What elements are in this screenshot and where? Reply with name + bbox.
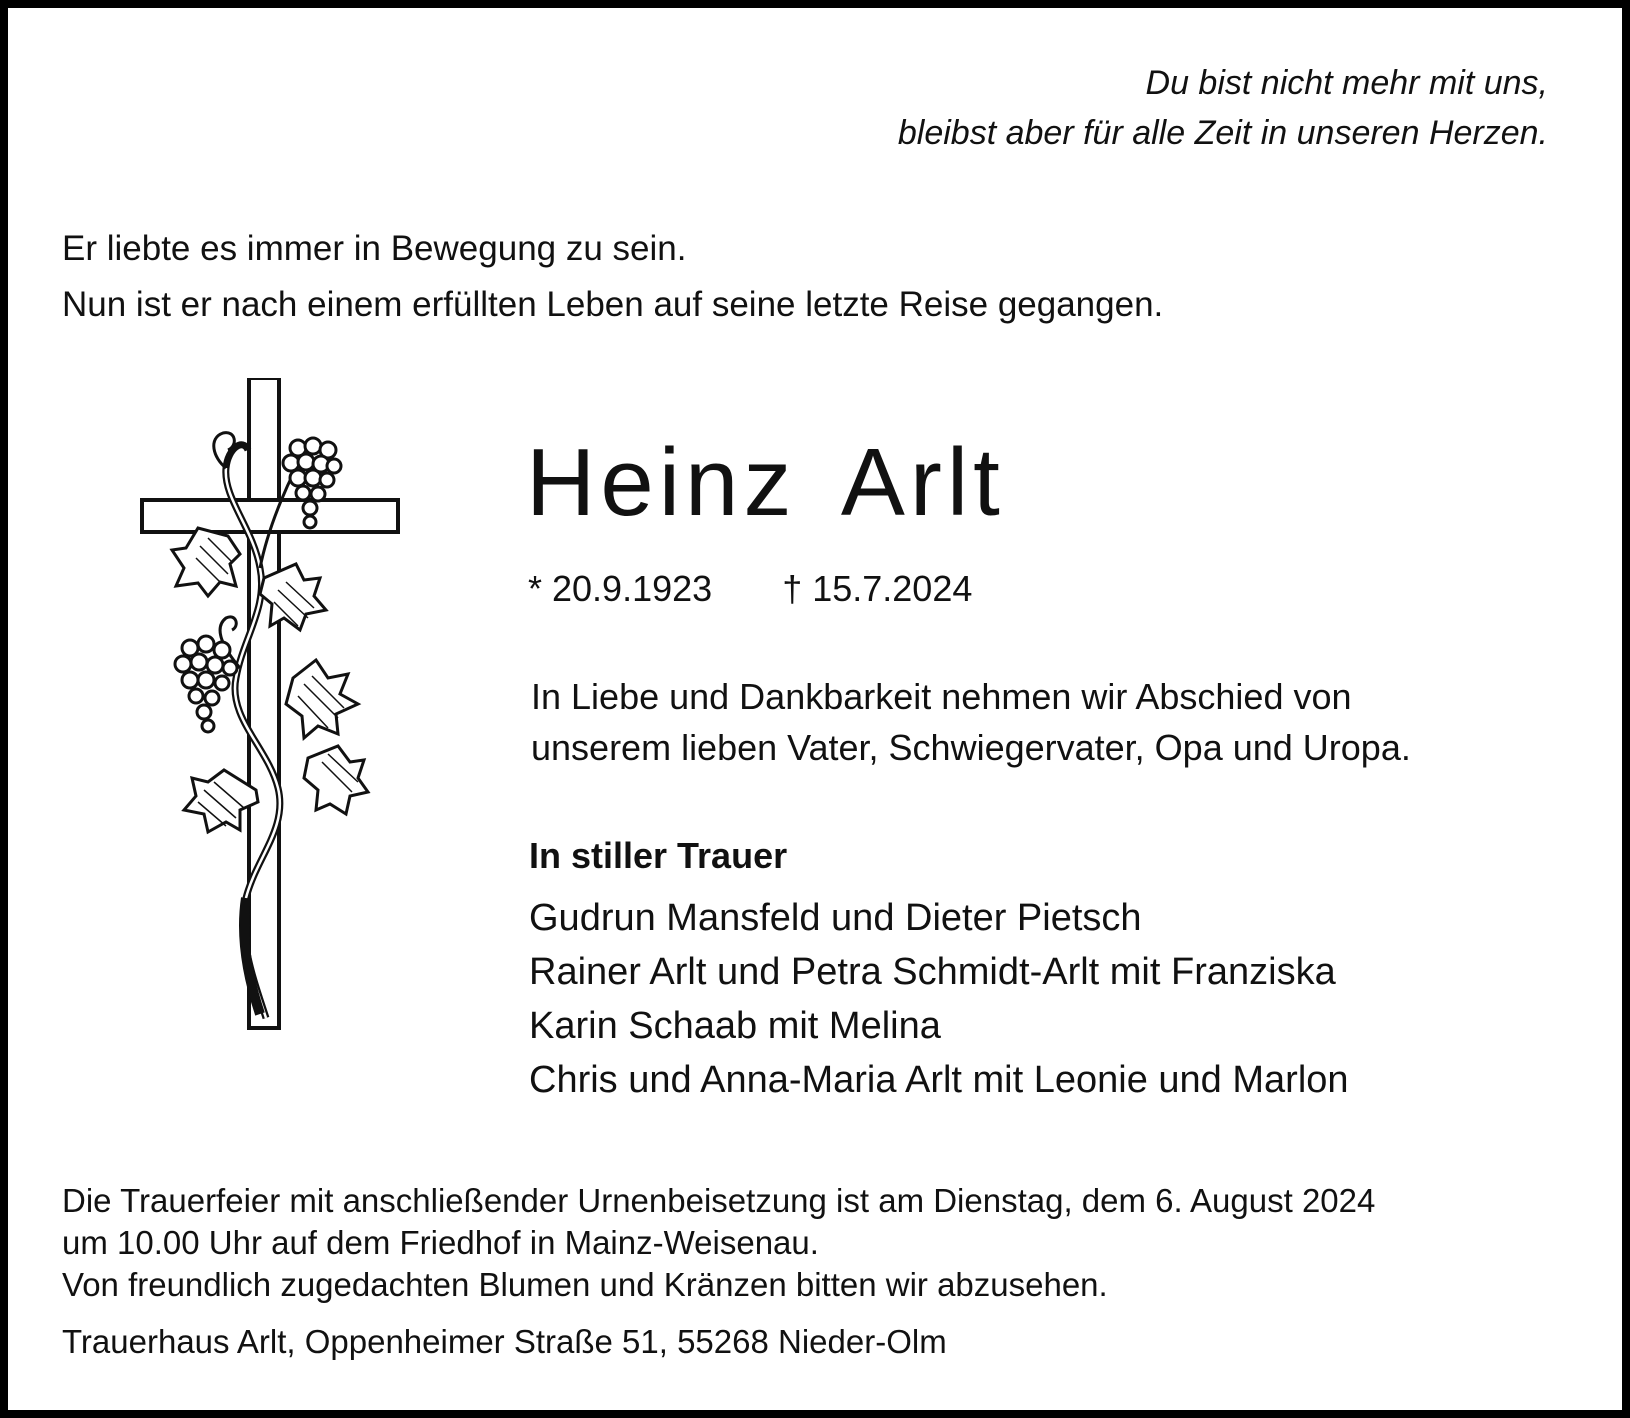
death-date: † 15.7.2024 [782,568,973,609]
mourner-entry: Rainer Arlt und Petra Schmidt-Arlt mit Franziska [529,951,1336,993]
intro-line-2: Nun ist er nach einem erfüllten Leben auf seine letzte Reise gegangen. [62,285,1164,324]
mourner-entry: Chris und Anna-Maria Arlt mit Leonie und Marlon [529,1059,1349,1101]
ceremony-line-2: um 10.00 Uhr auf dem Friedhof in Mainz-Weisenau. [62,1224,819,1261]
mourners-list [529,891,1349,1107]
mourning-house-address: Trauerhaus Arlt, Oppenheimer Straße 51, 55268 Nieder-Olm [62,1323,947,1360]
mourning-title: In stiller Trauer [529,835,788,876]
motto [898,58,1548,158]
farewell-line-2: unserem lieben Vater, Schwiegervater, Opa und Uropa. [531,727,1411,768]
ceremony-info [62,1180,1375,1306]
mourner-entry: Karin Schaab mit Melina [529,1005,941,1047]
motto-line-1: Du bist nicht mehr mit uns, [1145,64,1548,102]
ceremony-line-1: Die Trauerfeier mit anschließender Urnenbeisetzung ist am Dienstag, dem 6. August 2024 [62,1182,1376,1219]
cross-with-vine-icon [128,378,418,1046]
mourner-entry: Gudrun Mansfeld und Dieter Pietsch [529,897,1142,939]
intro-line-1: Er liebte es immer in Bewegung zu sein. [62,229,687,268]
intro-text [62,221,1163,333]
deceased-name: Heinz Arlt [526,429,1005,536]
life-dates [528,566,972,612]
motto-line-2: bleibst aber für alle Zeit in unseren Herzen. [897,114,1548,152]
farewell-line-1: In Liebe und Dankbarkeit nehmen wir Abschied von [531,676,1352,717]
ceremony-line-3: Von freundlich zugedachten Blumen und Kränzen bitten wir abzusehen. [62,1266,1108,1303]
farewell-text [531,671,1411,773]
birth-date: * 20.9.1923 [528,568,713,609]
